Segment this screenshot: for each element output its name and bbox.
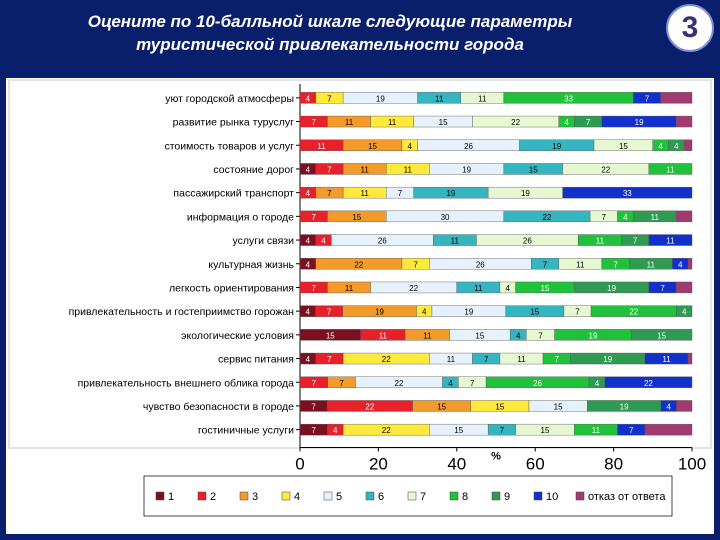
legend-swatch — [324, 492, 332, 500]
data-label: 11 — [576, 260, 585, 270]
data-label: 7 — [629, 426, 634, 436]
x-tick-label: 80 — [604, 454, 624, 474]
data-label: 15 — [437, 402, 447, 412]
legend-swatch — [576, 492, 584, 500]
category-label: гостиничные услуги — [197, 424, 294, 437]
data-label: 4 — [594, 378, 600, 388]
data-label: 19 — [446, 189, 456, 199]
category-label: привлекательность и гостеприимство горожан — [68, 306, 294, 319]
legend-label: 6 — [378, 491, 385, 503]
data-label: 7 — [339, 378, 344, 388]
data-label: 7 — [311, 118, 316, 128]
data-label: 4 — [678, 260, 683, 270]
bar-segment — [688, 353, 692, 364]
data-label: 26 — [464, 141, 474, 151]
data-label: 7 — [311, 402, 316, 412]
category-label: информация о городе — [186, 211, 294, 224]
data-label: 7 — [585, 118, 591, 128]
data-label: 4 — [305, 260, 311, 270]
data-label: 4 — [321, 236, 326, 246]
data-label: 4 — [666, 402, 671, 412]
data-label: 19 — [634, 118, 644, 128]
bar-segment — [676, 400, 692, 411]
category-label: стоимость товаров и услуг — [164, 140, 294, 153]
data-label: 22 — [629, 307, 639, 317]
data-label: 11 — [317, 141, 326, 151]
data-label: 19 — [607, 283, 617, 293]
data-label: 11 — [662, 355, 671, 365]
data-label: 4 — [305, 189, 311, 199]
category-label: чувство безопасности в городе — [142, 400, 294, 413]
stacked-bar-chart — [6, 78, 714, 534]
data-label: 11 — [646, 260, 655, 270]
data-label: 11 — [423, 331, 432, 341]
data-label: 7 — [327, 355, 332, 365]
category-label: экологические условия — [181, 329, 294, 342]
data-label: 11 — [360, 165, 369, 175]
x-tick-label: 40 — [447, 454, 467, 474]
data-label: 15 — [495, 402, 505, 412]
data-label: 11 — [666, 236, 675, 246]
bar-segment — [645, 424, 692, 435]
data-label: 11 — [403, 165, 412, 175]
data-label: 11 — [450, 236, 459, 246]
data-label: 4 — [305, 94, 311, 104]
data-label: 22 — [542, 212, 552, 222]
data-label: 7 — [326, 307, 332, 317]
title-line-1: Оцените по 10-балльной шкале следующие параметры — [87, 12, 573, 31]
legend-label: 9 — [504, 491, 511, 503]
data-label: 7 — [499, 426, 505, 436]
data-label: 7 — [327, 189, 332, 199]
data-label: 4 — [682, 307, 687, 317]
legend-label: 5 — [336, 491, 343, 503]
data-label: 11 — [517, 355, 526, 365]
x-axis-label: % — [491, 450, 501, 463]
data-label: 15 — [528, 165, 538, 175]
legend-label: 3 — [252, 491, 259, 503]
data-label: 7 — [327, 94, 332, 104]
data-label: 4 — [305, 236, 311, 246]
legend-label: 4 — [294, 491, 301, 503]
data-label: 11 — [595, 236, 605, 246]
data-label: 15 — [553, 402, 563, 412]
data-label: 7 — [613, 260, 618, 270]
category-label: услуги связи — [232, 235, 294, 248]
bar-segment — [676, 116, 692, 127]
data-label: 4 — [305, 355, 311, 365]
data-label: 11 — [666, 165, 675, 175]
slide-title — [20, 10, 640, 70]
data-label: 15 — [352, 212, 362, 222]
data-label: 7 — [632, 236, 638, 246]
bar-segment — [676, 211, 692, 222]
data-label: 19 — [462, 165, 472, 175]
data-label: 19 — [520, 189, 530, 199]
bar-segment — [661, 92, 692, 103]
data-label: 7 — [483, 355, 489, 365]
data-label: 7 — [575, 307, 580, 317]
data-label: 22 — [511, 118, 521, 128]
category-label: культурная жизнь — [208, 258, 294, 271]
data-label: 22 — [643, 378, 653, 388]
legend-swatch — [282, 492, 290, 500]
bar-segment — [684, 140, 692, 151]
data-label: 15 — [438, 118, 448, 128]
data-label: 30 — [440, 212, 450, 222]
legend-swatch — [450, 492, 458, 500]
data-label: 15 — [540, 283, 550, 293]
data-label: 22 — [394, 378, 404, 388]
data-label: 33 — [564, 94, 573, 104]
data-label: 22 — [409, 283, 419, 293]
data-label: 7 — [311, 426, 316, 436]
x-tick-label: 60 — [525, 454, 545, 474]
legend-swatch — [366, 492, 374, 500]
legend-swatch — [240, 492, 248, 500]
data-label: 4 — [448, 378, 453, 388]
data-label: 33 — [622, 189, 632, 199]
data-label: 4 — [407, 141, 412, 151]
data-label: 4 — [305, 165, 311, 175]
category-label: легкость ориентирования — [169, 282, 294, 295]
data-label: 7 — [397, 189, 403, 199]
data-label: 11 — [344, 118, 354, 128]
data-label: 7 — [644, 94, 650, 104]
data-label: 22 — [601, 165, 611, 175]
legend-swatch — [198, 492, 206, 500]
data-label: 4 — [564, 118, 569, 128]
data-label: 15 — [657, 331, 667, 341]
title-line-2: туристической привлекательности города — [136, 35, 524, 54]
category-label: уют городской атмосферы — [165, 92, 294, 105]
data-label: 4 — [658, 141, 663, 151]
data-label: 19 — [375, 94, 385, 104]
data-label: 7 — [470, 378, 475, 388]
x-tick-label: 100 — [677, 454, 707, 474]
data-label: 26 — [475, 260, 485, 270]
data-label: 7 — [413, 260, 418, 270]
data-label: 7 — [311, 378, 317, 388]
data-label: 11 — [378, 331, 388, 341]
category-label: состояние дорог — [213, 163, 294, 176]
data-label: 26 — [522, 236, 532, 246]
data-label: 15 — [368, 141, 377, 151]
legend-label: отказ от ответа — [588, 491, 666, 503]
category-label: пассажирский транспорт — [173, 187, 294, 200]
data-label: 7 — [660, 283, 665, 293]
x-tick-label: 0 — [295, 454, 305, 474]
data-label: 19 — [619, 402, 629, 412]
data-label: 22 — [365, 402, 375, 412]
chart-panel — [6, 78, 714, 534]
data-label: 7 — [601, 212, 607, 222]
data-label: 11 — [387, 118, 397, 128]
data-label: 15 — [475, 331, 485, 341]
slide-number-badge: 3 — [666, 4, 714, 52]
legend-swatch — [408, 492, 416, 500]
category-label: сервис питания — [218, 353, 294, 366]
data-label: 4 — [305, 307, 310, 317]
data-label: 19 — [588, 331, 598, 341]
legend-label: 1 — [168, 491, 175, 503]
data-label: 7 — [327, 165, 332, 175]
category-label: привлекательность внешнего облика города — [77, 377, 294, 390]
data-label: 26 — [533, 378, 543, 388]
data-label: 4 — [505, 283, 510, 293]
x-tick-label: 20 — [368, 454, 388, 474]
data-label: 19 — [603, 355, 613, 365]
data-label: 15 — [530, 307, 540, 317]
data-label: 11 — [344, 283, 354, 293]
legend-swatch — [156, 492, 164, 500]
category-label: развитие рынка туруслуг — [172, 116, 294, 129]
data-label: 15 — [540, 426, 550, 436]
data-label: 4 — [516, 331, 521, 341]
data-label: 15 — [325, 331, 335, 341]
data-label: 22 — [381, 355, 391, 365]
legend-swatch — [492, 492, 500, 500]
data-label: 7 — [538, 331, 543, 341]
data-label: 26 — [377, 236, 387, 246]
legend-label: 8 — [462, 491, 469, 503]
data-label: 7 — [542, 260, 548, 270]
data-label: 7 — [554, 355, 559, 365]
data-label: 7 — [311, 283, 316, 293]
data-label: 11 — [360, 189, 369, 199]
data-label: 4 — [421, 307, 427, 317]
data-label: 22 — [354, 260, 364, 270]
data-label: 15 — [618, 141, 628, 151]
data-label: 4 — [623, 212, 628, 222]
data-label: 19 — [375, 307, 385, 317]
data-label: 11 — [650, 212, 659, 222]
data-label: 4 — [674, 141, 679, 151]
bar-segment — [676, 282, 692, 293]
data-label: 11 — [446, 355, 456, 365]
data-label: 19 — [552, 141, 562, 151]
data-label: 11 — [591, 426, 601, 436]
data-label: 11 — [474, 283, 483, 293]
data-label: 22 — [381, 426, 391, 436]
data-label: 19 — [464, 307, 474, 317]
legend-label: 2 — [210, 491, 217, 503]
data-label: 11 — [478, 94, 487, 104]
legend-label: 10 — [546, 491, 559, 503]
bar-segment — [688, 258, 692, 269]
data-label: 15 — [454, 426, 464, 436]
legend-label: 7 — [420, 491, 427, 503]
legend-swatch — [534, 492, 542, 500]
data-label: 4 — [333, 426, 338, 436]
data-label: 7 — [311, 212, 316, 222]
data-label: 11 — [435, 94, 444, 104]
